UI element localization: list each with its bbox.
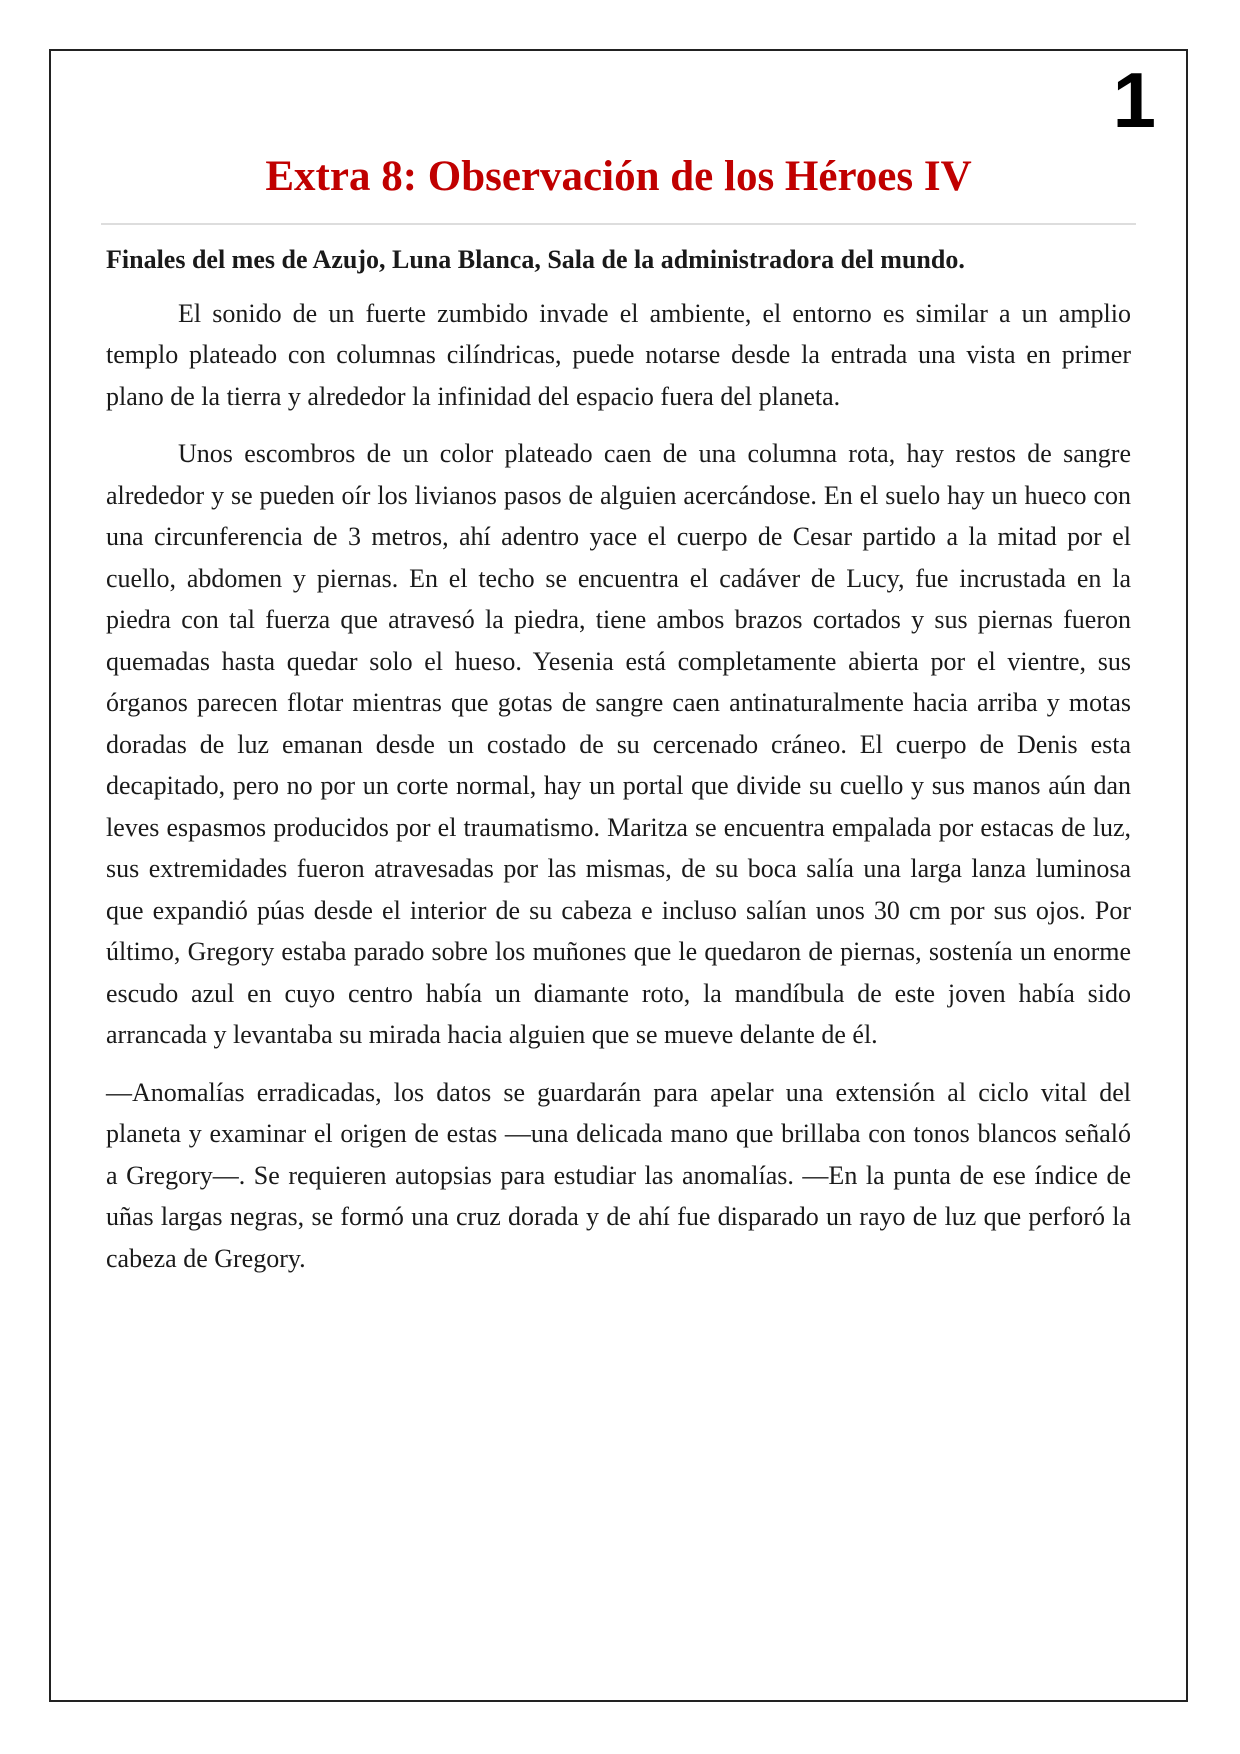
page-frame xyxy=(49,49,1188,1702)
page-number: 1 xyxy=(1112,56,1156,144)
paragraph-3-dialogue: —Anomalías erradicadas, los datos se guardarán para apelar una extensión al ciclo vital del planeta y examinar el origen de estas —una delicada mano que brillaba con tonos blancos señaló a Gregory—. Se requieren autopsias para estudiar las anomalías. —En la punta de ese índice de uñas largas negras, se formó una cruz dorada y de ahí fue disparado un rayo de luz que perforó la cabeza de Gregory. xyxy=(106,1077,1131,1273)
scene-location-line: Finales del mes de Azujo, Luna Blanca, Sala de la administradora del mundo. xyxy=(106,245,965,274)
chapter-body xyxy=(106,239,1131,1295)
title-divider xyxy=(101,223,1136,225)
paragraph-1: El sonido de un fuerte zumbido invade el ambiente, el entorno es similar a un amplio templo plateado con columnas cilíndricas, puede notarse desde la entrada una vista en primer plano de la tierra y alrededor la infinidad del espacio fuera del planeta. xyxy=(106,298,1131,411)
chapter-title: Extra 8: Observación de los Héroes IV xyxy=(265,153,972,200)
paragraph-2: Unos escombros de un color plateado caen de una columna rota, hay restos de sangre alrededor y se pueden oír los livianos pasos de alguien acercándose. En el suelo hay un hueco con una circunferencia de 3 metros, ahí adentro yace el cuerpo de Cesar partido a la mitad por el cuello, abdomen y piernas. En el techo se encuentra el cadáver de Lucy, fue incrustada en la piedra con tal fuerza que atravesó la piedra, tiene ambos brazos cortados y sus piernas fueron quemadas hasta quedar solo el hueso. Yesenia está completamente abierta por el vientre, sus órganos parecen flotar mientras que gotas de sangre caen antinaturalmente hacia arriba y motas doradas de luz emanan desde un costado de su cercenado cráneo. El cuerpo de Denis esta decapitado, pero no por un corte normal, hay un portal que divide su cuello y sus manos aún dan leves espasmos producidos por el traumatismo. Maritza se encuentra empalada por estacas de luz, sus extremidades fueron atravesadas por las mismas, de su boca salía una larga lanza luminosa que expandió púas desde el interior de su cabeza e incluso salían unos 30 cm por sus ojos. Por último, Gregory estaba parado sobre los muñones que le quedaron de piernas, sostenía un enorme escudo azul en cuyo centro había un diamante roto, la mandíbula de este joven había sido arrancada y levantaba su mirada hacia alguien que se mueve delante de él. xyxy=(106,439,1131,1049)
